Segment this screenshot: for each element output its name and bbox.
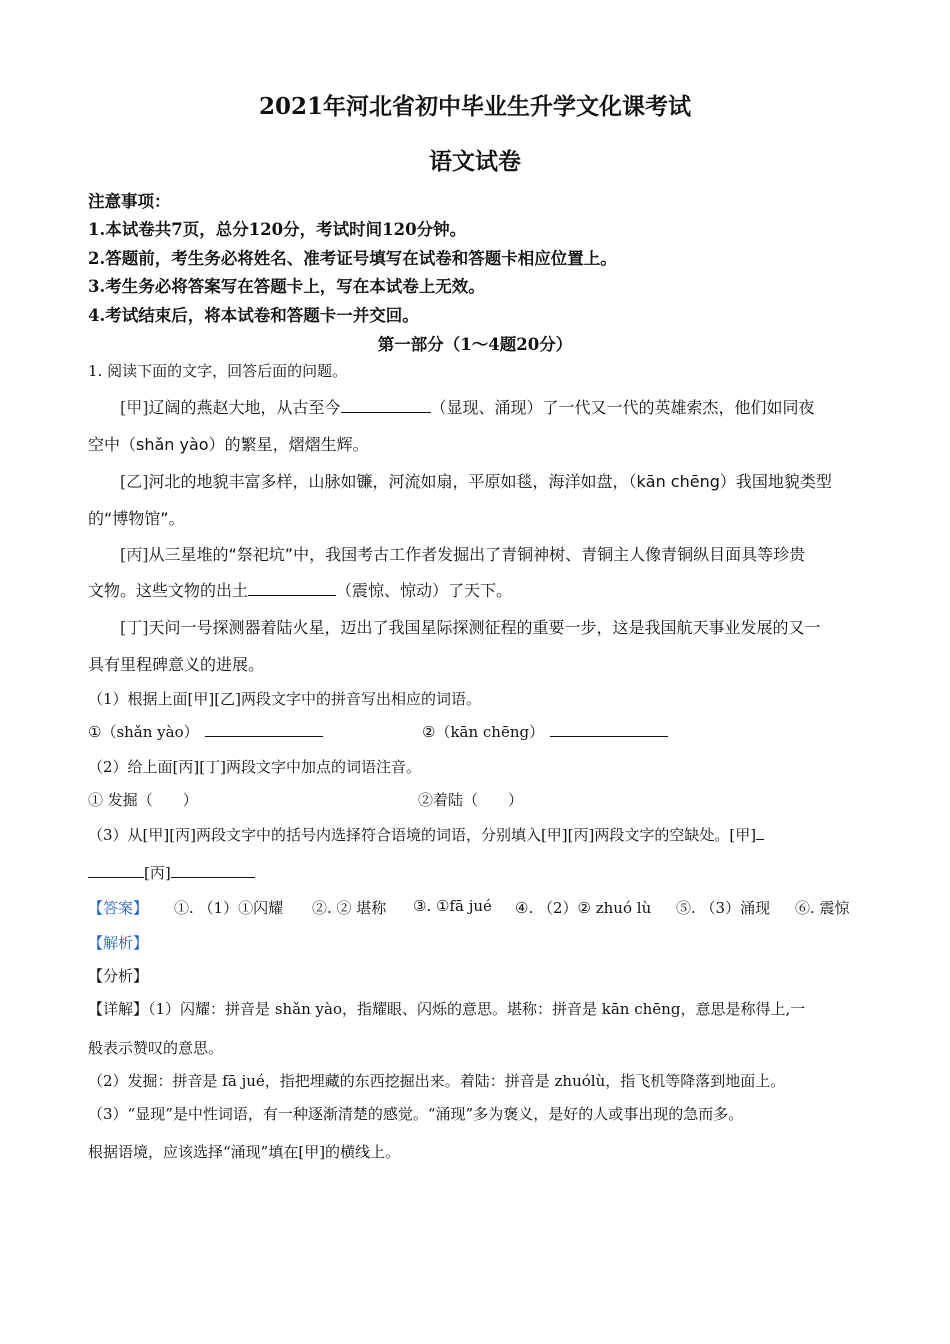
paragraph-bing-line1: [丙]从三星堆的“祭祀坑”中，我国考古工作者发掘出了青铜神树、青铜主人像青铜纵目面具等珍贵 (120, 545, 806, 564)
paragraph-jia-line2: 空中（shǎn yào）的繁星，熠熠生辉。 (88, 435, 369, 454)
part-heading: 第一部分（1～4题20分） (377, 335, 573, 354)
detail-label: 【详解】 (88, 1000, 149, 1018)
answer-blank[interactable] (171, 863, 255, 878)
detail-line3: （2）发掘：拼音是 fā jué，指把埋藏的东西挖掘出来。着陆：拼音是 zhuólù，指飞机等降落到地面上。 (88, 1072, 786, 1090)
paragraph-yi-line1: [乙]河北的地貌丰富多样，山脉如镰，河流如扇，平原如毯，海洋如盘，（kān chēng）我国地貌类型 (120, 472, 832, 491)
note-item: 3.考生务必将答案写在答题卡上，写在本试卷上无效。 (88, 277, 485, 296)
analysis-label: 【解析】 (88, 934, 149, 952)
answer-blank[interactable] (550, 722, 668, 737)
subquestion-2-a: ① 发掘（ ） (88, 791, 198, 809)
answer-label: 【答案】 (88, 899, 149, 917)
paragraph-tag: [甲] (120, 398, 149, 417)
subquestion-2-b: ②着陆（ ） (418, 791, 524, 809)
subquestion-1-prompt: （1）根据上面[甲][乙]两段文字中的拼音写出相应的词语。 (88, 690, 481, 708)
answer-item: ④. （2）② zhuó lù (515, 899, 652, 917)
answer-blank[interactable] (88, 863, 144, 878)
answer-item: ①. （1）①闪耀 (174, 899, 284, 917)
detail-line1: 【详解】（1）闪耀：拼音是 shǎn yào，指耀眼、闪烁的意思。堪称：拼音是 kān chēng，意思是称得上,一 (88, 1000, 806, 1018)
notes-heading: 注意事项： (88, 192, 171, 211)
paragraph-bing-line2: 文物。这些文物的出土 （震惊、惊动）了天下。 (88, 581, 513, 600)
note-item: 4.考试结束后，将本试卷和答题卡一并交回。 (88, 306, 419, 325)
detail-line4: （3）“显现”是中性词语，有一种逐渐清楚的感觉。“涌现”多为褒义，是好的人或事出现的急而多。 (88, 1105, 744, 1123)
detail-line5: 根据语境，应该选择“涌现”填在[甲]的横线上。 (88, 1143, 401, 1161)
note-item: 2.答题前，考生务必将姓名、准考证号填写在试卷和答题卡相应位置上。 (88, 249, 617, 268)
subquestion-3-line1: （3）从[甲][丙]两段文字中的括号内选择符合语境的词语，分别填入[甲][丙]两段文字的空缺处。[甲] (88, 824, 764, 845)
answer-item: ⑤. （3）涌现 (676, 899, 771, 917)
answer-blank[interactable] (205, 722, 323, 737)
paragraph-jia-line1: [甲]辽阔的燕赵大地，从古至今 （显现、涌现）了一代又一代的英雄索杰，他们如同夜 (120, 398, 815, 417)
exam-title: 2021年河北省初中毕业生升学文化课考试 (258, 93, 691, 120)
subquestion-3-line2: [丙] (88, 862, 255, 883)
subquestion-2-prompt: （2）给上面[丙][丁]两段文字中加点的词语注音。 (88, 758, 421, 776)
answer-item: ⑥. 震惊 (795, 899, 850, 917)
paragraph-ding-line1: [丁]天问一号探测器着陆火星，迈出了我国星际探测征程的重要一步，这是我国航天事业发展的又一 (120, 618, 821, 637)
exam-subtitle: 语文试卷 (429, 148, 521, 175)
paragraph-yi-line2: 的“博物馆”。 (88, 509, 185, 528)
paragraph-tag: [丁] (120, 618, 149, 637)
paragraph-ding-line2: 具有里程碑意义的进展。 (88, 655, 265, 674)
question-stem: 1. 阅读下面的文字，回答后面的问题。 (88, 362, 348, 380)
fill-blank[interactable] (341, 398, 431, 413)
subquestion-1-a: ①（shǎn yào） (88, 721, 323, 742)
detail-line2: 般表示赞叹的意思。 (88, 1039, 224, 1057)
note-item: 1.本试卷共7页，总分120分，考试时间120分钟。 (88, 220, 467, 239)
subquestion-1-b: ②（kān chēng） (422, 721, 668, 742)
fill-blank[interactable] (248, 581, 336, 596)
answer-blank[interactable] (756, 825, 764, 840)
paragraph-tag: [丙] (120, 545, 149, 564)
fenxi-label: 【分析】 (88, 967, 149, 985)
paragraph-tag: [乙] (120, 472, 149, 491)
answer-item: ②. ② 堪称 (312, 899, 387, 917)
answer-item: ③. ①fā jué (413, 897, 492, 915)
